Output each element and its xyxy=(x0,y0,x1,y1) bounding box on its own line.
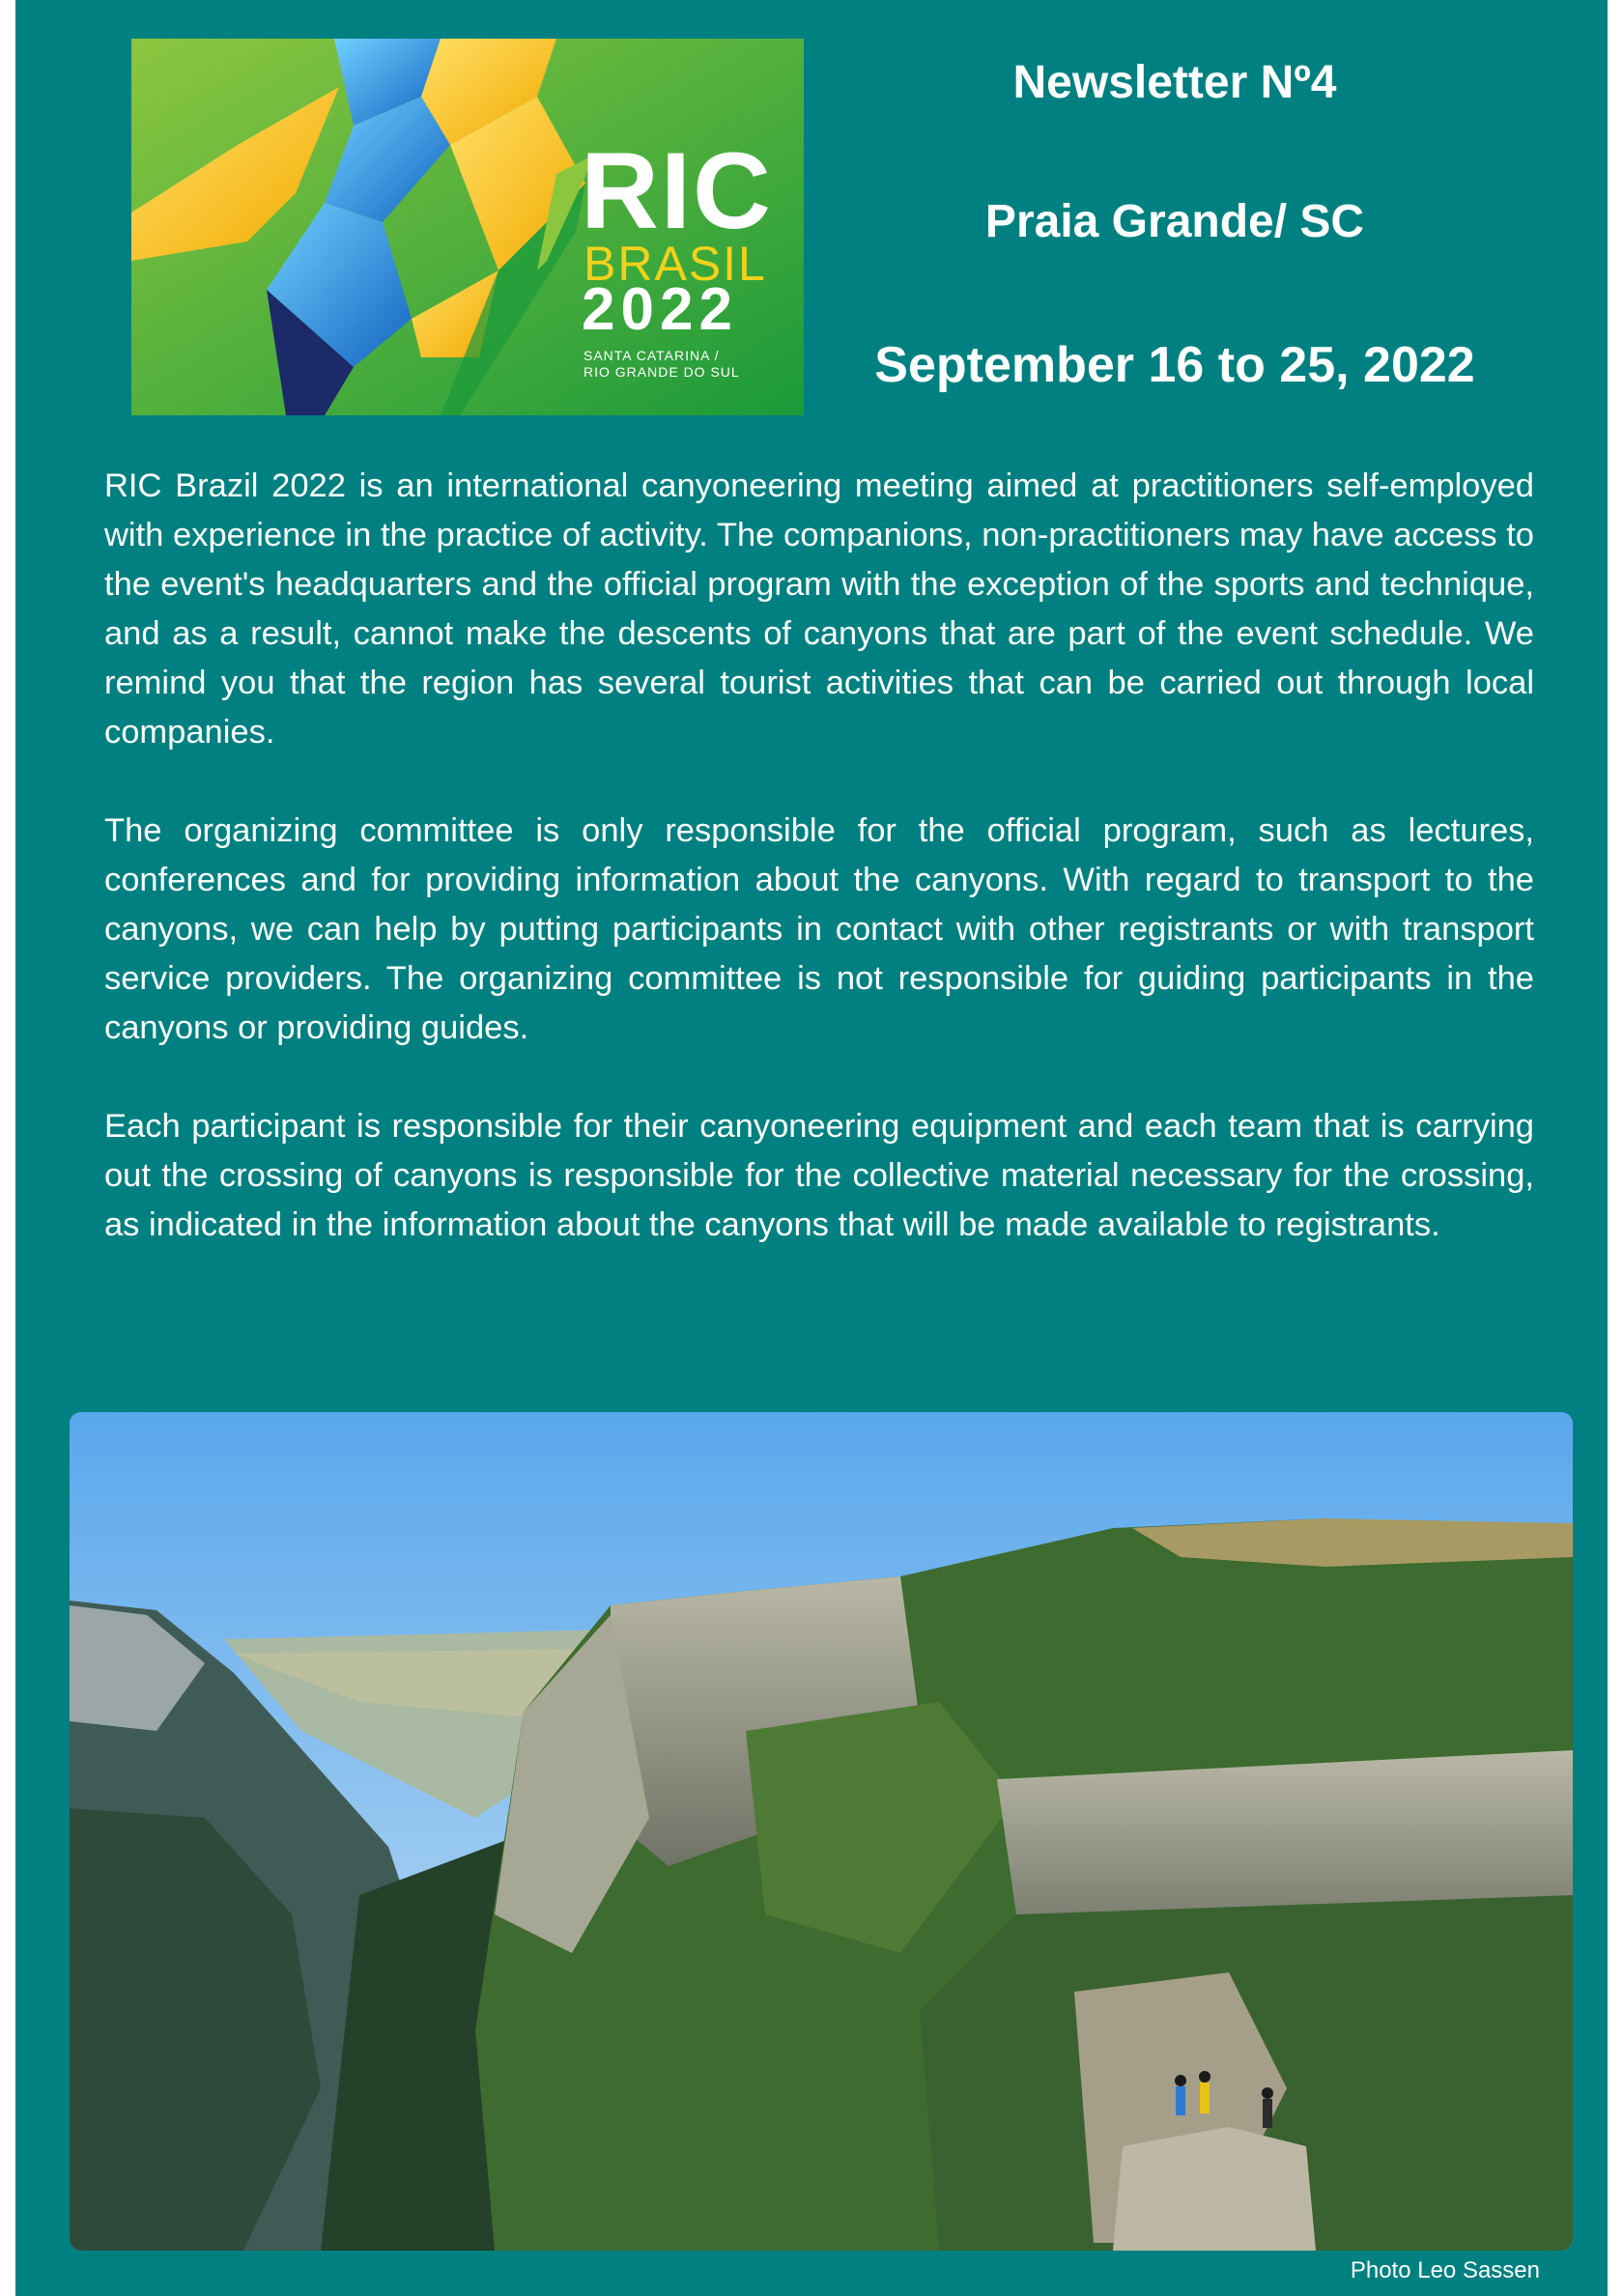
logo-region-line1: SANTA CATARINA / xyxy=(584,348,720,363)
canyon-landscape-image xyxy=(70,1412,1573,2251)
ric-brasil-logo xyxy=(131,39,804,415)
logo-region xyxy=(584,348,796,381)
newsletter-heading xyxy=(827,39,1523,425)
newsletter-body xyxy=(104,462,1534,1299)
paragraph: The organizing committee is only responsible for the official program, such as lectures, conferences and for providing information about the canyons. With regard to transport to the canyons, we can help by putting participants in contact with other registrants or with transport service providers. The organizing committee is not responsible for guiding participants in the canyons or providing guides. xyxy=(104,812,1534,1046)
logo-subtitle: BRASIL xyxy=(584,237,767,291)
logo-title: RIC xyxy=(581,130,773,251)
photo-credit: Photo Leo Sassen xyxy=(1350,2257,1540,2283)
logo-region-line2: RIO GRANDE DO SUL xyxy=(584,364,740,380)
canyon-photo xyxy=(70,1412,1573,2251)
logo-year: 2022 xyxy=(582,276,738,343)
paragraph: Each participant is responsible for their canyoneering equipment and each team that is carrying out the crossing of canyons is responsible for the collective material necessary for the crossing, as indicated in the information about the canyons that will be made available to registrants. xyxy=(104,1108,1534,1243)
newsletter-page xyxy=(15,0,1608,2296)
paragraph: RIC Brazil 2022 is an international canyoneering meeting aimed at practitioners self-employed with experience in the practice of activity. The companions, non-practitioners may have access to the event's headquarters and the official program with the exception of the sports and technique, and as a result, cannot make the descents of canyons that are part of the event schedule. We remind you that the region has several tourist activities that can be carried out through local companies. xyxy=(104,468,1534,751)
event-dates: September 16 to 25, 2022 xyxy=(874,337,1475,393)
newsletter-number: Newsletter Nº4 xyxy=(1012,57,1337,108)
event-location: Praia Grande/ SC xyxy=(984,196,1365,247)
